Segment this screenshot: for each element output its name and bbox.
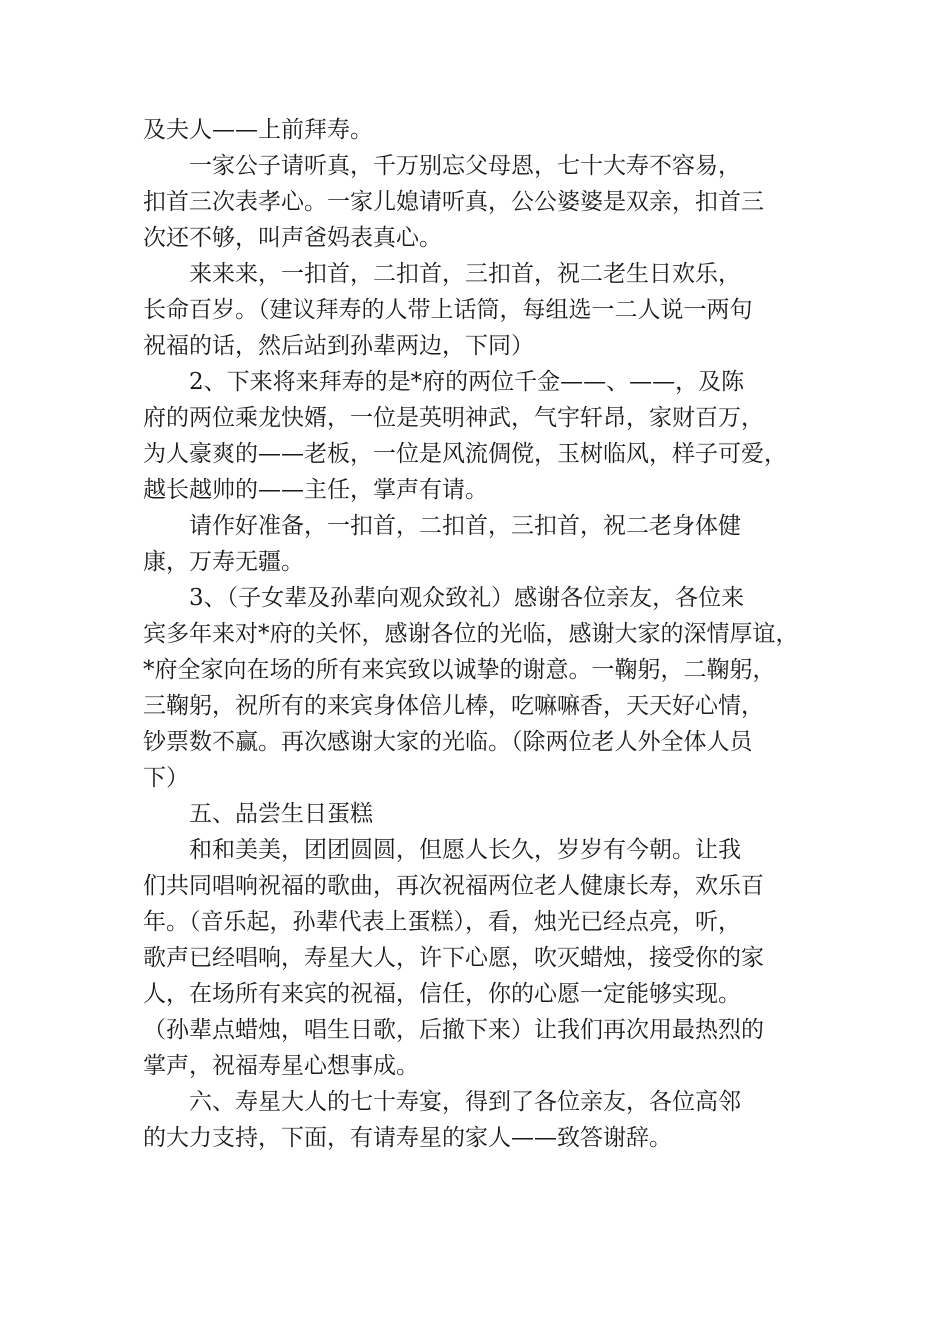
paragraph-section-6: 六、寿星大人的七十寿宴，得到了各位亲友，各位高邻 的大力支持，下面，有请寿星的家人——致答谢辞。	[143, 1089, 741, 1151]
paragraph-birthday-cake: 和和美美，团团圆圆，但愿人长久，岁岁有今朝。让我 们共同唱响祝福的歌曲，再次祝福两位老人健康长寿，欢乐百 年。（音乐起，孙辈代表上蛋糕），看，烛光已经点亮，听， 歌声已经唱响，寿星大人，许下心愿，吹灭蜡烛，接受你的家 人，在场所有来宾的祝福，信任，你的心愿一定能够实现。 （孙辈点蜡烛，唱生日歌，后撤下来）让我们再次用最热烈的 掌声，祝福寿星心想事成。	[143, 837, 764, 1079]
document-body	[143, 112, 813, 1156]
heading-section-5: 五、品尝生日蛋糕	[143, 801, 373, 827]
paragraph-prepare-kowtow: 请作好准备，一扣首，二扣首，三扣首，祝二老身体健 康，万寿无疆。	[143, 513, 741, 575]
paragraph-section-3: 3、（子女辈及孙辈向观众致礼）感谢各位亲友，各位来 宾多年来对*府的关怀，感谢各位的光临，感谢大家的深情厚谊， *府全家向在场的所有来宾致以诚挚的谢意。一鞠躬，二鞠躬， 三鞠躬，祝所有的来宾身体倍儿棒，吃嘛嘛香，天天好心情， 钞票数不赢。再次感谢大家的光临。（除两位老人外全体人员 下）	[143, 585, 799, 791]
paragraph-intro-line: 及夫人——上前拜寿。	[143, 117, 373, 143]
paragraph-section-2: 2、下来将来拜寿的是*府的两位千金——、——，及陈 府的两位乘龙快婿，一位是英明神武，气宇轩昂，家财百万， 为人豪爽的——老板，一位是风流倜傥，玉树临风，样子可爱， 越长越帅的——主任，掌声有请。	[143, 369, 787, 503]
paragraph-sons-daughters-in-law: 一家公子请听真，千万别忘父母恩，七十大寿不容易， 扣首三次表孝心。一家儿媳请听真，公公婆婆是双亲，扣首三 次还不够，叫声爸妈表真心。	[143, 153, 764, 251]
paragraph-kowtow-blessing: 来来来，一扣首，二扣首，三扣首，祝二老生日欢乐， 长命百岁。（建议拜寿的人带上话筒，每组选一二人说一两句 祝福的话，然后站到孙辈两边，下同）	[143, 261, 753, 359]
